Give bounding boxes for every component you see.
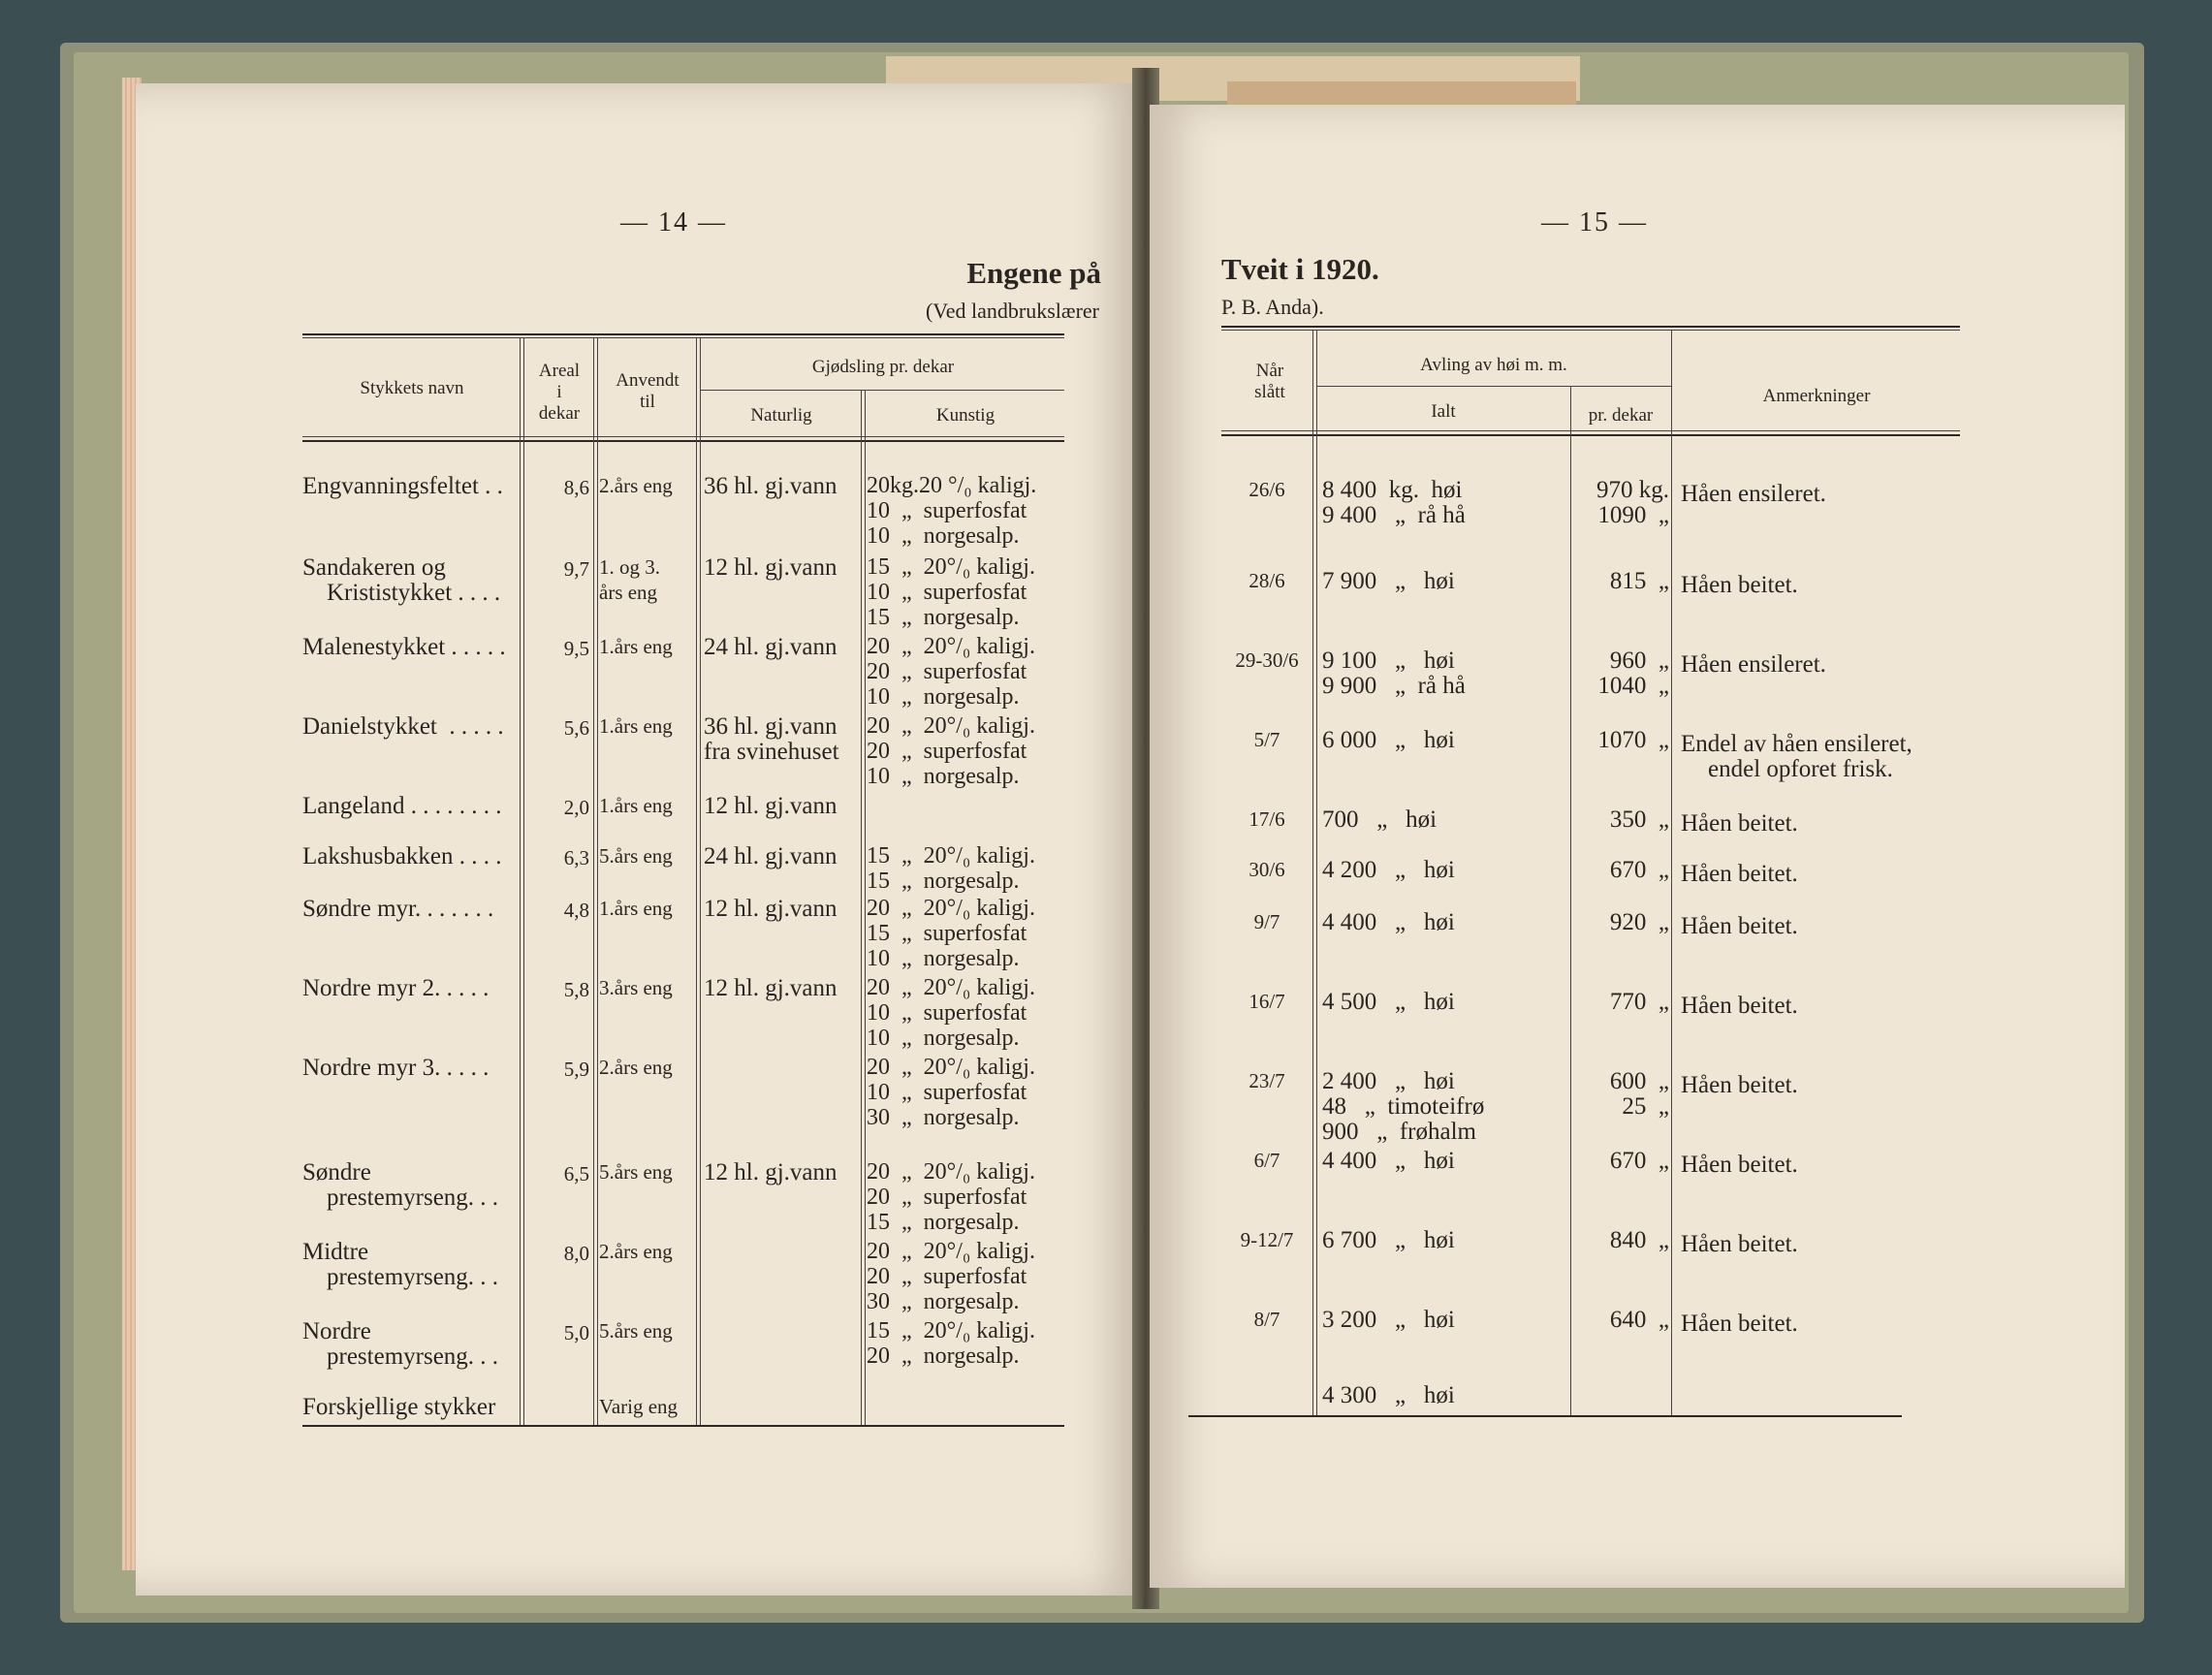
row-name: Nordre [302, 1318, 371, 1344]
row-area: 2,0 [563, 796, 589, 819]
row-note: Håen beitet. [1681, 572, 1798, 598]
header-per-dekar: pr. dekar [1588, 405, 1654, 426]
row-per-dekar: 960 „ [1609, 648, 1669, 674]
row-date: 29-30/6 [1235, 648, 1299, 672]
row-name: Langeland . . . . . . . . [302, 793, 502, 819]
row-date: 16/7 [1248, 990, 1285, 1013]
row-area: 9,5 [563, 637, 589, 660]
row-natural: 24 hl. gj.vann [704, 843, 837, 869]
row-use: 1.års eng [599, 714, 673, 738]
header-fertilizer: Gjødsling pr. dekar [811, 357, 955, 377]
row-artificial: 15 „ norgesalp. [867, 1210, 1020, 1235]
row-use: 5.års eng [599, 1319, 673, 1343]
row-name: prestemyrseng. . . [302, 1264, 499, 1290]
row-use: 2.års eng [599, 1240, 673, 1263]
header-when: Når slått [1254, 361, 1285, 402]
row-artificial: 10 „ norgesalp. [867, 684, 1020, 710]
row-note: Endel av håen ensileret, [1681, 731, 1912, 757]
row-use: 1.års eng [599, 897, 673, 920]
bookmark-strip-inner [1227, 81, 1576, 105]
row-date: 9-12/7 [1240, 1228, 1294, 1251]
row-artificial: 15 „ 20°/₀ kaligj. [867, 843, 1035, 869]
header-artificial: Kunstig [935, 405, 995, 426]
row-artificial: 20 „ 20°/₀ kaligj. [867, 634, 1035, 659]
row-artificial: 10 „ superfosfat [867, 498, 1027, 523]
row-use: 5.års eng [599, 1160, 673, 1184]
row-area: 5,9 [563, 1058, 589, 1081]
row-total: 4 400 „ høi [1322, 1148, 1455, 1174]
row-total: 9 100 „ høi [1322, 648, 1455, 674]
row-total: 8 400 kg. høi [1322, 477, 1463, 503]
row-natural: 36 hl. gj.vann [704, 713, 837, 740]
row-name: Engvanningsfeltet . . [302, 473, 503, 499]
row-artificial: 30 „ norgesalp. [867, 1289, 1020, 1314]
row-name: Lakshusbakken . . . . [302, 843, 502, 869]
row-per-dekar: 920 „ [1609, 909, 1669, 935]
row-date: 30/6 [1248, 858, 1285, 881]
header-area: Areal i dekar [538, 361, 581, 424]
row-natural: 12 hl. gj.vann [704, 554, 837, 581]
row-total: 7 900 „ høi [1322, 568, 1455, 594]
row-per-dekar: 670 „ [1609, 857, 1669, 883]
row-artificial: 20 „ 20°/₀ kaligj. [867, 975, 1035, 1000]
header-total: Ialt [1431, 401, 1456, 422]
row-area: 6,5 [563, 1162, 589, 1185]
header-yield: Avling av høi m. m. [1420, 355, 1567, 375]
row-per-dekar: 1040 „ [1597, 673, 1669, 699]
row-total: 700 „ høi [1322, 806, 1438, 833]
page-subtitle: P. B. Anda). [1221, 295, 1324, 319]
row-area: 9,7 [563, 557, 589, 581]
row-use: 2.års eng [599, 474, 673, 497]
row-natural: fra svinehuset [704, 739, 839, 765]
header-natural: Naturlig [750, 405, 812, 426]
row-total: 900 „ frøhalm [1322, 1119, 1476, 1145]
row-name: Sandakeren og [302, 554, 446, 581]
row-total: 6 700 „ høi [1322, 1227, 1455, 1253]
row-artificial: 10 „ superfosfat [867, 1080, 1027, 1105]
row-name: Malenestykket . . . . . [302, 634, 506, 660]
row-natural: 12 hl. gj.vann [704, 793, 837, 819]
row-total: 9 900 „ rå hå [1322, 673, 1466, 699]
row-note: endel opforet frisk. [1708, 756, 1893, 782]
row-natural: 12 hl. gj.vann [704, 975, 837, 1001]
row-date: 6/7 [1253, 1149, 1280, 1172]
row-per-dekar: 1070 „ [1597, 727, 1669, 753]
row-artificial: 15 „ norgesalp. [867, 869, 1020, 894]
row-use: 1.års eng [599, 794, 673, 817]
row-date: 8/7 [1253, 1308, 1280, 1331]
header-notes: Anmerkninger [1762, 386, 1871, 406]
row-per-dekar: 770 „ [1609, 989, 1669, 1015]
row-artificial: 20 „ superfosfat [867, 1264, 1027, 1289]
row-natural: 24 hl. gj.vann [704, 634, 837, 660]
row-name: Midtre [302, 1239, 369, 1265]
row-use: 3.års eng [599, 976, 673, 999]
row-total: 2 400 „ høi [1322, 1068, 1455, 1094]
row-per-dekar: 970 kg. [1596, 477, 1669, 503]
row-use: 2.års eng [599, 1056, 673, 1079]
row-artificial: 30 „ norgesalp. [867, 1105, 1020, 1130]
row-note: Håen beitet. [1681, 1311, 1798, 1337]
row-note: Håen beitet. [1681, 861, 1798, 887]
row-artificial: 20 „ superfosfat [867, 659, 1027, 684]
row-note: Håen beitet. [1681, 1231, 1798, 1257]
row-name: prestemyrseng. . . [302, 1343, 499, 1370]
row-use: 1. og 3. [599, 555, 660, 579]
row-date: 23/7 [1248, 1069, 1285, 1092]
row-total: 9 400 „ rå hå [1322, 502, 1466, 528]
row-name: Danielstykket . . . . . [302, 713, 504, 740]
row-per-dekar: 1090 „ [1597, 502, 1669, 528]
row-area: 6,3 [563, 846, 589, 869]
row-name: Nordre myr 2. . . . . [302, 975, 490, 1001]
row-artificial: 20 „ 20°/₀ kaligj. [867, 713, 1035, 739]
row-artificial: 15 „ 20°/₀ kaligj. [867, 554, 1035, 580]
row-natural: 12 hl. gj.vann [704, 896, 837, 922]
row-artificial: 20 „ 20°/₀ kaligj. [867, 1239, 1035, 1264]
row-use: Varig eng [599, 1395, 679, 1418]
row-total: 3 200 „ høi [1322, 1307, 1455, 1333]
row-per-dekar: 600 „ [1609, 1068, 1669, 1094]
row-note: Håen ensileret. [1681, 651, 1826, 678]
row-use: 5.års eng [599, 844, 673, 868]
row-name: Nordre myr 3. . . . . [302, 1055, 490, 1081]
row-artificial: 20 „ 20°/₀ kaligj. [867, 896, 1035, 921]
page-number: — 14 — [620, 207, 727, 237]
row-artificial: 10 „ norgesalp. [867, 1026, 1020, 1051]
row-note: Håen beitet. [1681, 913, 1798, 939]
row-area: 5,0 [563, 1321, 589, 1344]
row-area: 5,6 [563, 716, 589, 740]
row-per-dekar: 670 „ [1609, 1148, 1669, 1174]
page-number: — 15 — [1541, 207, 1648, 237]
row-per-dekar: 640 „ [1609, 1307, 1669, 1333]
header-name: Stykkets navn [360, 378, 464, 398]
row-artificial: 15 „ norgesalp. [867, 605, 1020, 630]
row-name: Krististykket . . . . [302, 580, 501, 606]
row-total: 4 300 „ høi [1322, 1382, 1455, 1408]
row-date: 28/6 [1248, 569, 1285, 592]
row-per-dekar: 25 „ [1622, 1093, 1669, 1120]
row-artificial: 10 „ norgesalp. [867, 764, 1020, 789]
row-artificial: 15 „ 20°/₀ kaligj. [867, 1318, 1035, 1343]
row-area: 4,8 [563, 899, 589, 922]
row-total: 4 200 „ høi [1322, 857, 1455, 883]
row-artificial: 10 „ superfosfat [867, 1000, 1027, 1026]
page-subtitle: (Ved landbrukslærer [925, 299, 1099, 323]
row-total: 4 400 „ høi [1322, 909, 1455, 935]
row-per-dekar: 815 „ [1609, 568, 1669, 594]
row-natural: 12 hl. gj.vann [704, 1159, 837, 1185]
row-use: års eng [599, 581, 658, 604]
row-total: 6 000 „ høi [1322, 727, 1455, 753]
row-note: Håen beitet. [1681, 1072, 1798, 1098]
row-date: 17/6 [1248, 807, 1285, 831]
row-area: 8,6 [563, 476, 589, 499]
row-artificial: 10 „ norgesalp. [867, 523, 1020, 549]
row-date: 5/7 [1253, 728, 1280, 751]
row-use: 1.års eng [599, 635, 673, 658]
row-natural: 36 hl. gj.vann [704, 473, 837, 499]
row-total: 4 500 „ høi [1322, 989, 1455, 1015]
right-page [1150, 105, 2125, 1588]
row-artificial: 20 „ 20°/₀ kaligj. [867, 1055, 1035, 1080]
row-artificial: 20 „ superfosfat [867, 739, 1027, 764]
row-name: Søndre [302, 1159, 371, 1185]
row-name: Søndre myr. . . . . . . [302, 896, 494, 922]
row-artificial: 20 „ 20°/₀ kaligj. [867, 1159, 1035, 1185]
row-note: Håen beitet. [1681, 1152, 1798, 1178]
row-name: prestemyrseng. . . [302, 1185, 499, 1211]
row-area: 8,0 [563, 1242, 589, 1265]
row-date: 26/6 [1248, 478, 1285, 501]
row-area: 5,8 [563, 978, 589, 1001]
row-date: 9/7 [1253, 910, 1280, 933]
row-artificial: 20kg.20 °/₀ kaligj. [867, 473, 1037, 498]
row-artificial: 20 „ norgesalp. [867, 1343, 1020, 1369]
header-use: Anvendt til [616, 370, 679, 412]
row-per-dekar: 840 „ [1609, 1227, 1669, 1253]
page-title: Tveit i 1920. [1221, 252, 1379, 286]
row-note: Håen beitet. [1681, 993, 1798, 1019]
page-title: Engene på [966, 256, 1101, 290]
row-artificial: 20 „ superfosfat [867, 1185, 1027, 1210]
left-page [136, 83, 1142, 1596]
row-note: Håen ensileret. [1681, 481, 1826, 507]
row-name: Forskjellige stykker [302, 1394, 496, 1420]
row-total: 48 „ timoteifrø [1322, 1093, 1485, 1120]
row-artificial: 10 „ norgesalp. [867, 946, 1020, 971]
row-artificial: 15 „ superfosfat [867, 921, 1027, 946]
row-per-dekar: 350 „ [1609, 806, 1669, 833]
row-note: Håen beitet. [1681, 810, 1798, 837]
row-artificial: 10 „ superfosfat [867, 580, 1027, 605]
